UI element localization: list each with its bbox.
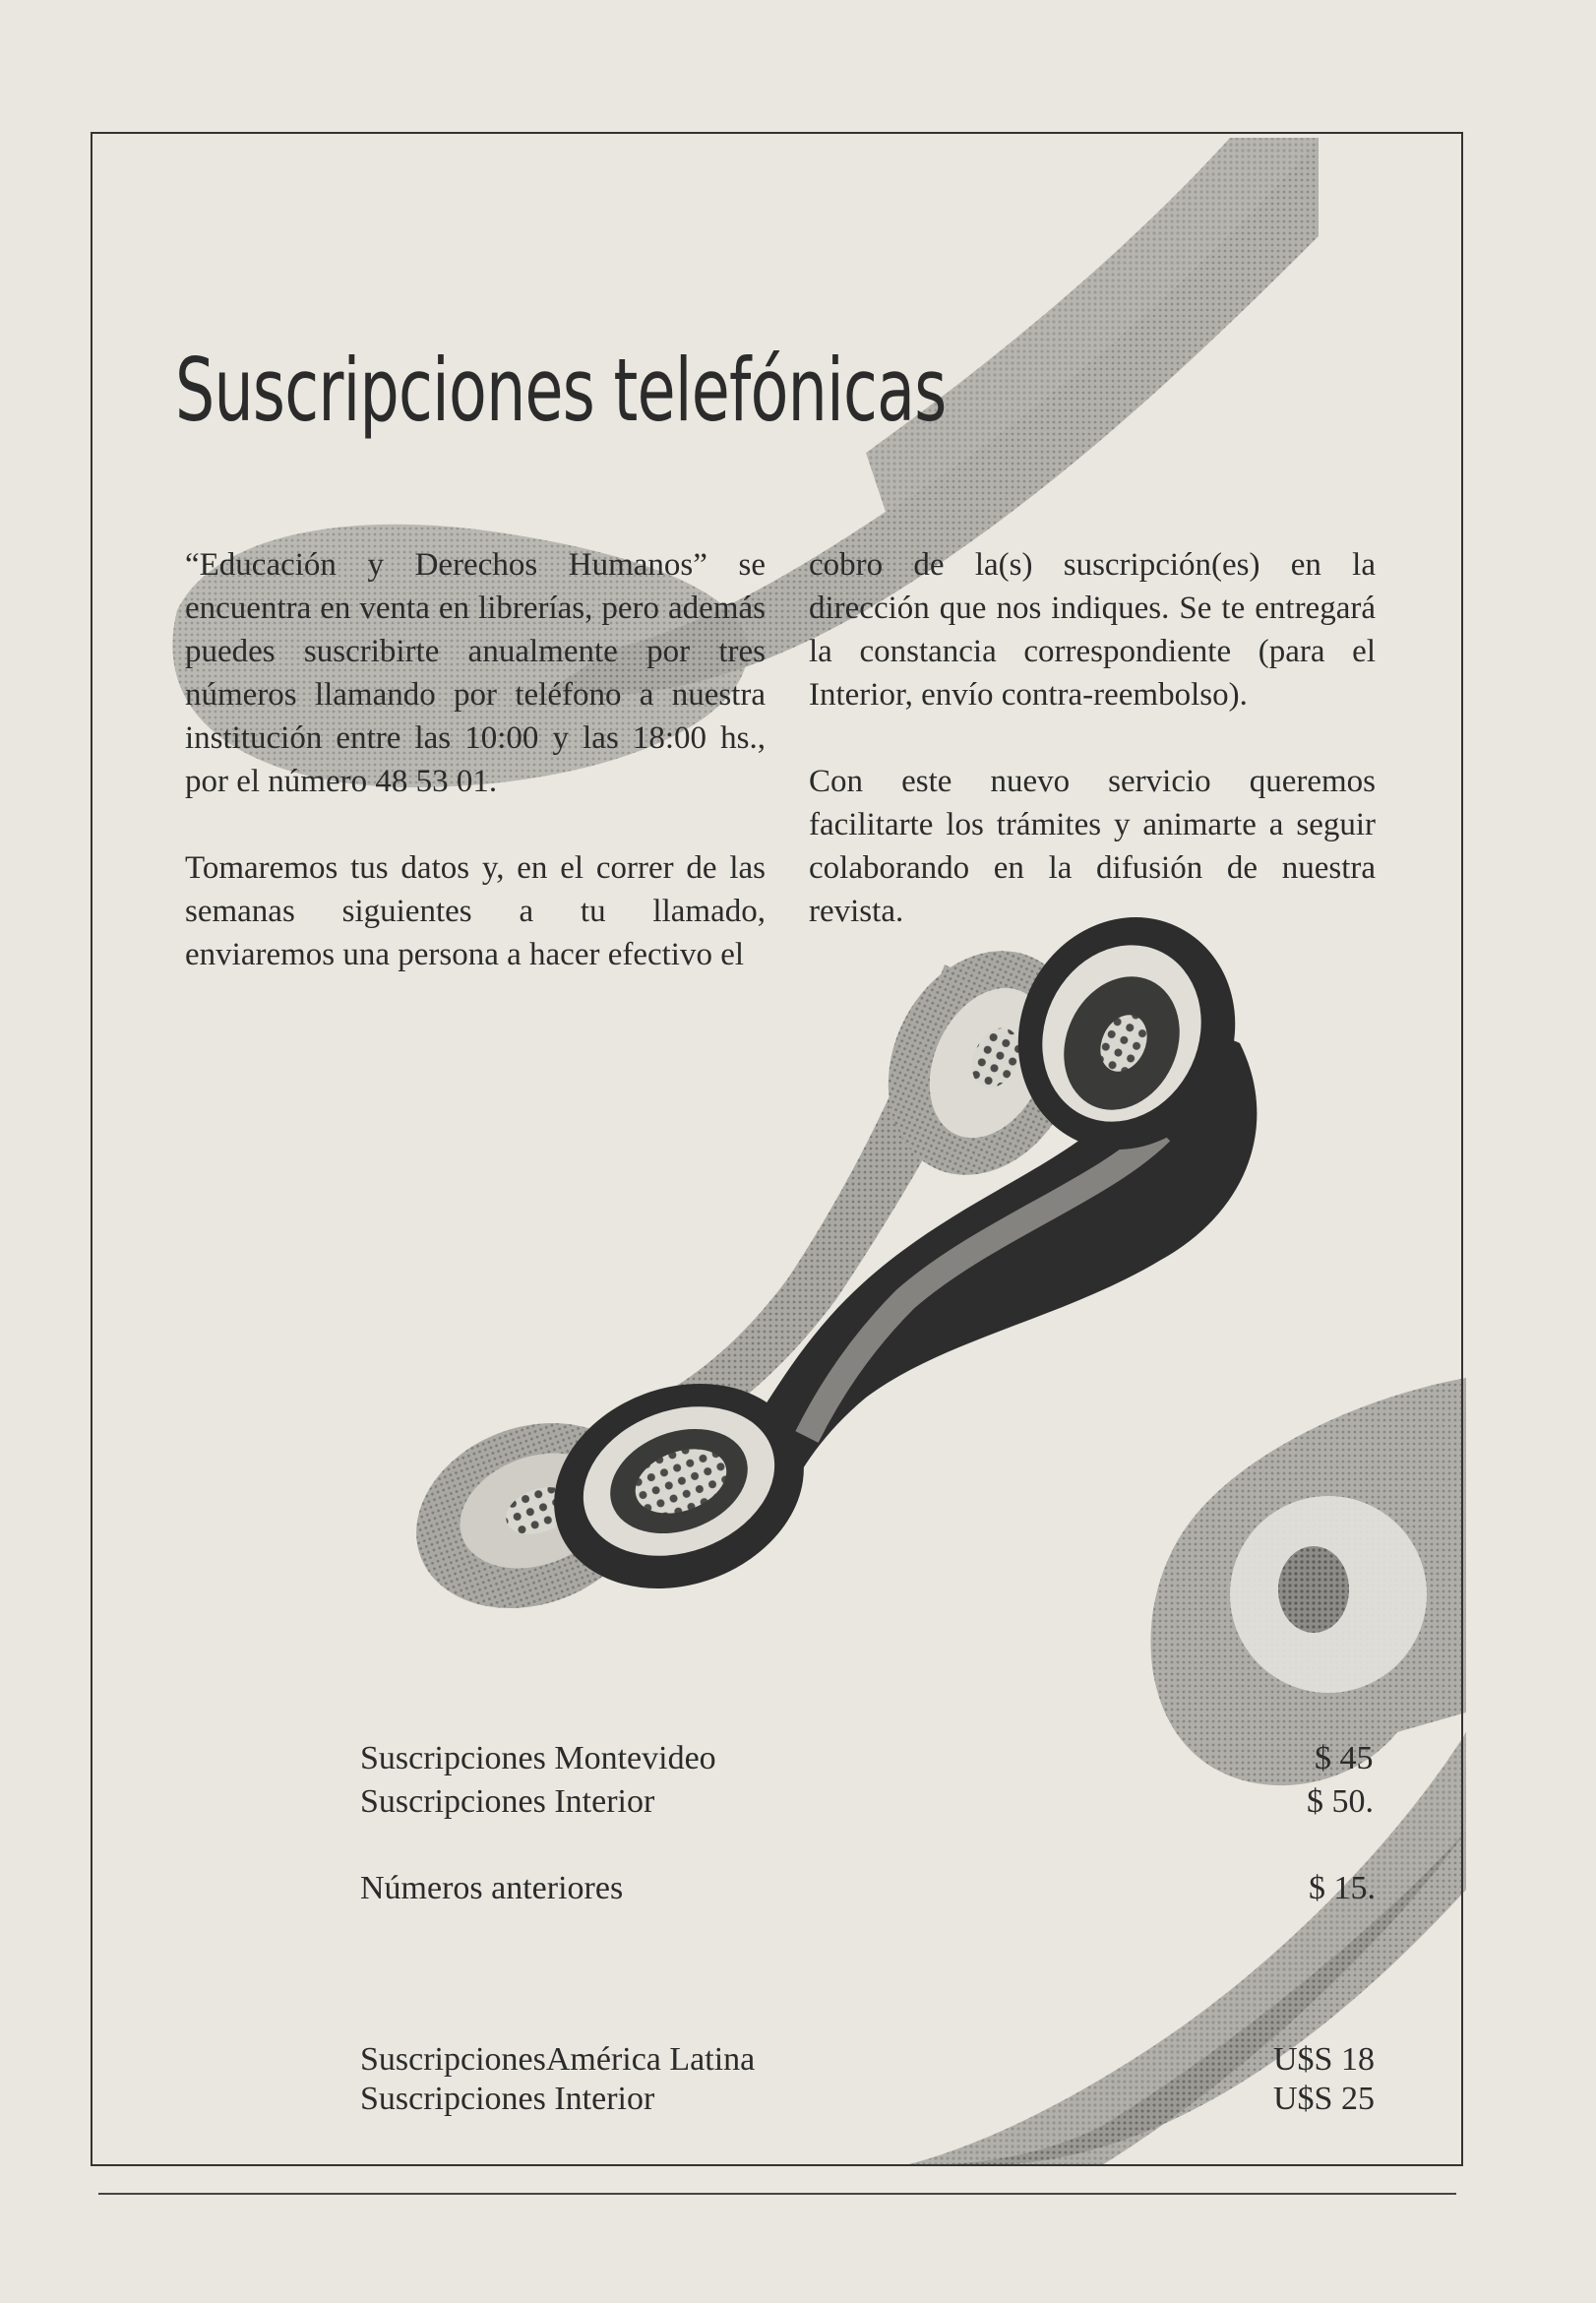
left-column <box>185 543 766 1020</box>
price-value: $ 15. <box>1309 1870 1376 1906</box>
price-value: U$S 25 <box>1273 2081 1375 2117</box>
price-value: $ 45 <box>1315 1740 1374 1776</box>
price-label: Suscripciones Interior <box>360 1783 655 1820</box>
price-value: U$S 18 <box>1273 2041 1375 2078</box>
price-label: Suscripciones Interior <box>360 2081 655 2117</box>
payment-paragraph: cobro de la(s) suscripción(es) en la dirección que nos indiques. Se te entregará la constancia correspondiente (para el Interior, envío contra-reembolso). <box>809 547 1376 713</box>
page-title: Suscripciones telefónicas <box>175 340 947 441</box>
right-column <box>809 543 1376 976</box>
price-label: Suscripciones Montevideo <box>360 1740 716 1776</box>
price-label: SuscripcionesAmérica Latina <box>360 2041 756 2078</box>
procedure-paragraph: Tomaremos tus datos y, en el correr de las semanas siguientes a tu llamado, enviaremos una persona a hacer efectivo el <box>185 850 766 972</box>
intro-paragraph: “Educación y Derechos Humanos” se encuentra en venta en librerías, pero además puedes suscribirte anualmente por tres números llamando por teléfono a nuestra institución entre las 10:00 y las 18:00 hs., por el número 48 53 01. <box>185 547 766 799</box>
price-value: $ 50. <box>1307 1783 1374 1820</box>
closing-paragraph: Con este nuevo servicio queremos facilitarte los trámites y animarte a seguir colaborando en la difusión de nuestra revista. <box>809 764 1376 929</box>
bottom-rule <box>98 2193 1456 2195</box>
price-label: Números anteriores <box>360 1870 624 1906</box>
